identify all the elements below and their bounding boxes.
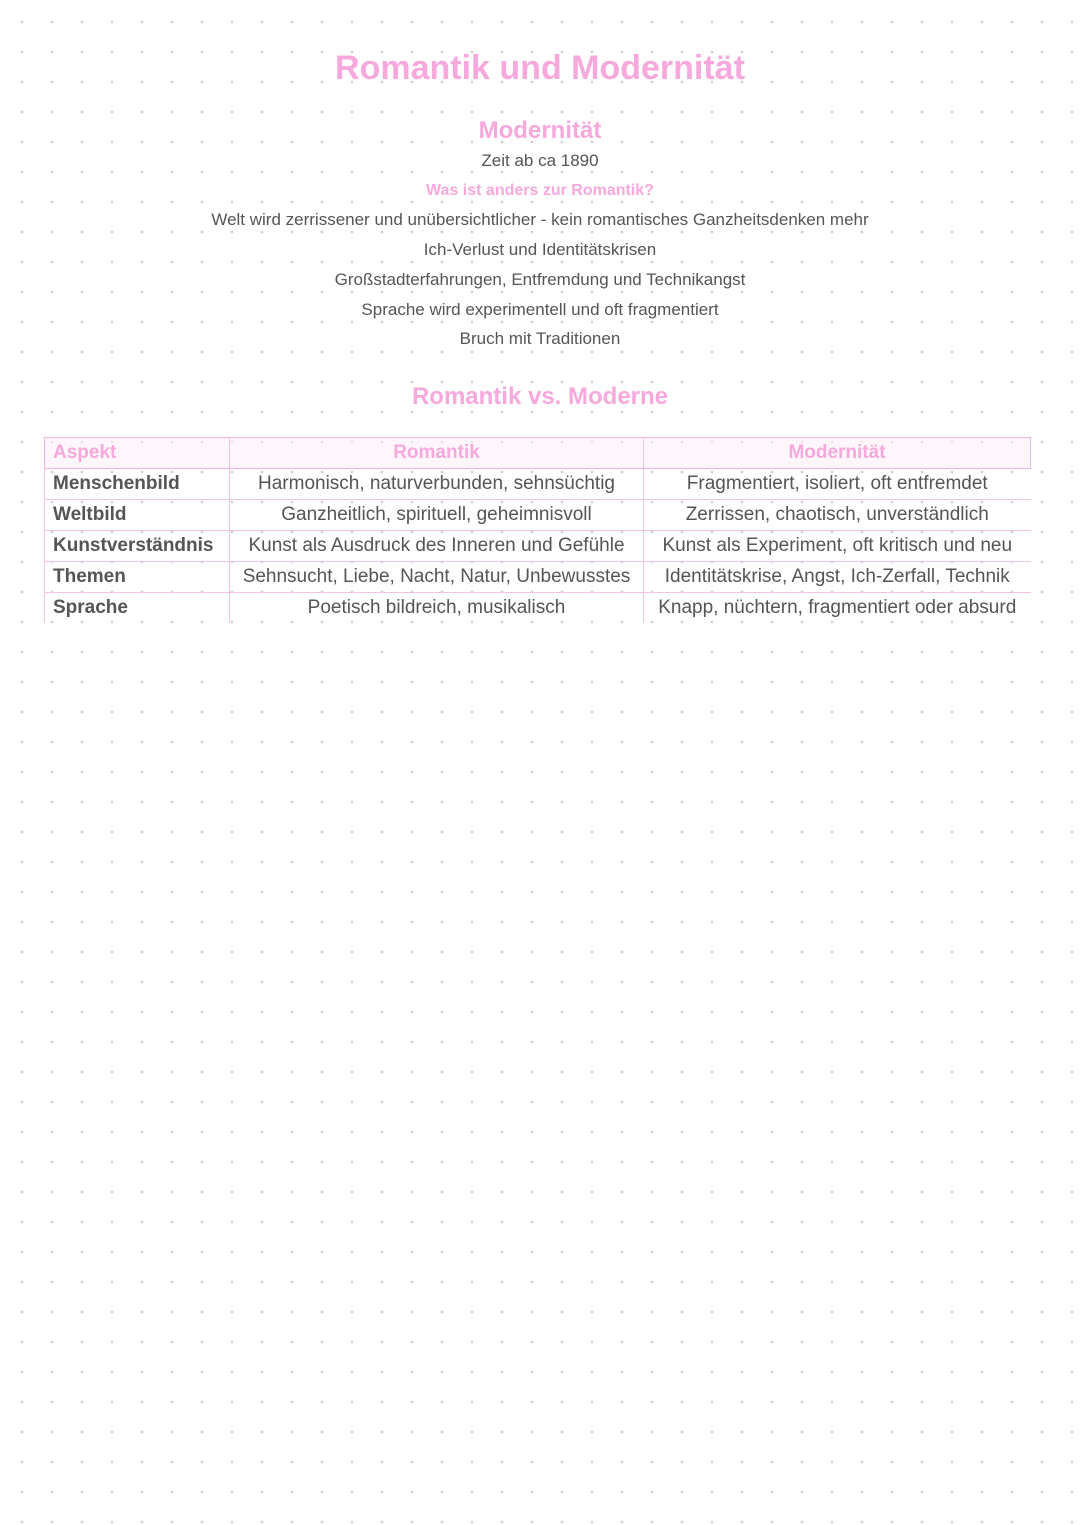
point-text: Großstadterfahrungen, Entfremdung und Technikangst [334,270,746,289]
table-row [45,562,1031,593]
column-header-romantik: Romantik [230,438,644,469]
table-row [45,531,1031,562]
romantik-cell: Poetisch bildreich, musikalisch [230,593,644,624]
section-heading-comparison: Romantik vs. Moderne [411,383,669,410]
moderne-cell: Knapp, nüchtern, fragmentiert oder absurd [644,593,1031,624]
moderne-cell: Zerrissen, chaotisch, unverständlich [644,500,1031,531]
table-row [45,500,1031,531]
moderne-cell: Fragmentiert, isoliert, oft entfremdet [644,469,1031,500]
period-text: Zeit ab ca 1890 [481,151,599,170]
table-row [45,469,1031,500]
point-text: Ich-Verlust und Identitätskrisen [423,240,657,259]
romantik-cell: Sehnsucht, Liebe, Nacht, Natur, Unbewusstes [230,562,644,593]
aspect-cell: Themen [45,562,230,593]
page-title: Romantik und Modernität [335,49,745,87]
romantik-cell: Ganzheitlich, spirituell, geheimnisvoll [230,500,644,531]
romantik-cell: Harmonisch, naturverbunden, sehnsüchtig [230,469,644,500]
question-text: Was ist anders zur Romantik? [426,182,654,199]
aspect-cell: Weltbild [45,500,230,531]
column-header-modernitaet: Modernität [644,438,1031,469]
point-text: Sprache wird experimentell und oft fragmentiert [361,300,719,319]
moderne-cell: Identitätskrise, Angst, Ich-Zerfall, Technik [644,562,1031,593]
point-text: Bruch mit Traditionen [459,329,621,348]
point-text: Welt wird zerrissener und unübersichtlicher - kein romantisches Ganzheitsdenken mehr [211,210,869,229]
section-heading-modernitaet: Modernität [478,117,602,144]
table-header-row [45,438,1031,469]
table-row [45,593,1031,624]
aspect-cell: Sprache [45,593,230,624]
aspect-cell: Kunstverständnis [45,531,230,562]
comparison-table [44,437,1031,623]
column-header-aspekt: Aspekt [45,438,230,469]
romantik-cell: Kunst als Ausdruck des Inneren und Gefühle [230,531,644,562]
moderne-cell: Kunst als Experiment, oft kritisch und neu [644,531,1031,562]
aspect-cell: Menschenbild [45,469,230,500]
